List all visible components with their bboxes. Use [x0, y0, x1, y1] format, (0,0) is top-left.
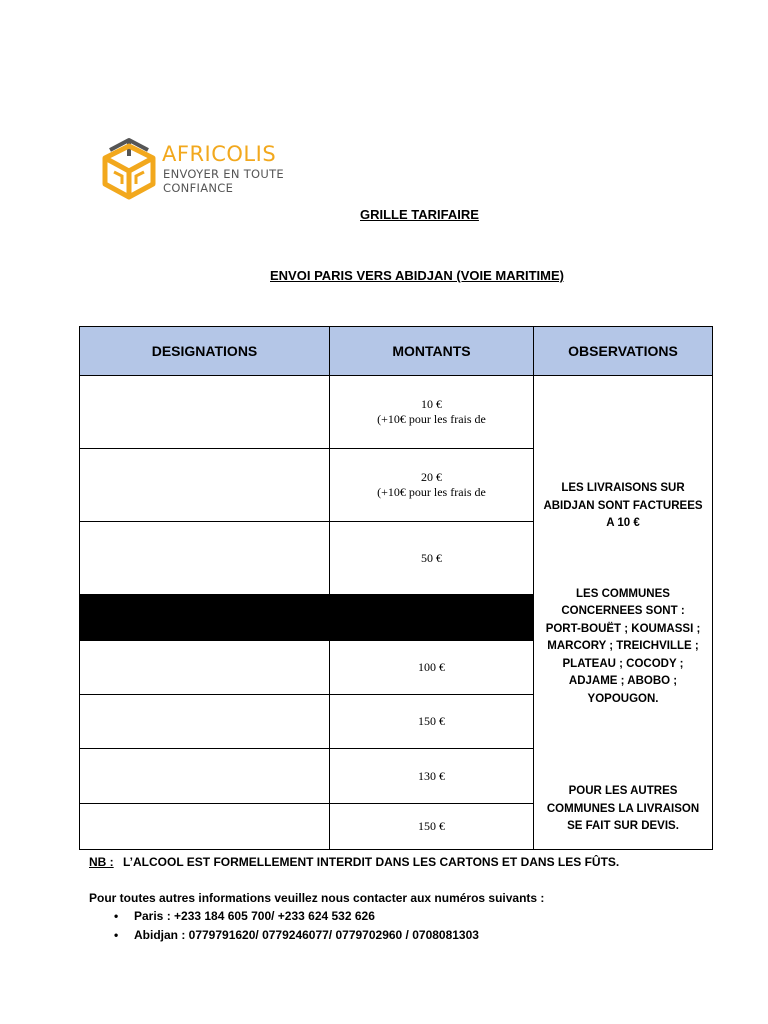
- list-item: [89, 927, 479, 946]
- redacted-cell: [80, 595, 330, 641]
- contact-abidjan: Abidjan : 0779791620/ 0779246077/ 0779702960 / 0708081303: [134, 928, 479, 942]
- contact-list: [89, 908, 479, 946]
- amount-note: (+10€ pour les frais de: [377, 485, 486, 499]
- contact-intro: Pour toutes autres informations veuillez nous contacter aux numéros suivants :: [89, 891, 545, 905]
- header-designations: DESIGNATIONS: [80, 327, 330, 376]
- amount-value: 100 €: [418, 660, 445, 674]
- note: [89, 855, 619, 869]
- designation-cell: [80, 804, 330, 850]
- designation-cell: [80, 522, 330, 595]
- designation-cell: [80, 695, 330, 749]
- observation-communes: LES COMMUNES CONCERNEES SONT : PORT-BOUËT ; KOUMASSI ; MARCORY ; TREICHVILLE ; PLATEAU ; COCODY ; ADJAME ; ABOBO ; YOPOUGON.: [545, 587, 701, 705]
- designation-cell: [80, 376, 330, 449]
- bullet-icon: •: [114, 928, 119, 942]
- amount-value: 150 €: [418, 819, 445, 833]
- note-label: NB :: [89, 855, 114, 869]
- amount-value: 50 €: [421, 550, 442, 565]
- designation-cell: [80, 749, 330, 804]
- observation-delivery-fee: LES LIVRAISONS SUR ABIDJAN SONT FACTUREES A 10 €: [543, 482, 703, 529]
- brand-name: AFRICOLIS: [162, 142, 277, 166]
- redacted-cell: [330, 595, 534, 641]
- designation-cell: [80, 449, 330, 522]
- header-observations: OBSERVATIONS: [534, 327, 713, 376]
- box-arrow-icon: [100, 136, 158, 202]
- company-logo: [100, 136, 300, 202]
- amount-cell: [330, 804, 534, 850]
- amount-cell: [330, 749, 534, 804]
- page-title: GRILLE TARIFAIRE: [360, 207, 479, 222]
- list-item: [89, 908, 479, 927]
- designation-cell: [80, 641, 330, 695]
- amount-value: 20 €: [421, 470, 442, 484]
- page-subtitle: ENVOI PARIS VERS ABIDJAN (VOIE MARITIME): [270, 268, 564, 283]
- amount-value: 150 €: [418, 714, 445, 728]
- note-text: L’ALCOOL EST FORMELLEMENT INTERDIT DANS LES CARTONS ET DANS LES FÛTS.: [123, 855, 620, 869]
- amount-cell: [330, 522, 534, 595]
- amount-cell: [330, 376, 534, 449]
- table-row: [80, 376, 713, 449]
- pricing-table: [79, 326, 713, 850]
- amount-cell: [330, 695, 534, 749]
- observation-other-communes: POUR LES AUTRES COMMUNES LA LIVRAISON SE FAIT SUR DEVIS.: [546, 785, 700, 832]
- amount-value: 10 €: [421, 397, 442, 411]
- bullet-icon: •: [114, 909, 119, 923]
- amount-value: 130 €: [418, 768, 445, 783]
- contact-paris: Paris : +233 184 605 700/ +233 624 532 626: [134, 909, 375, 923]
- observations-cell: [534, 376, 713, 850]
- table-header-row: [80, 327, 713, 376]
- amount-cell: [330, 641, 534, 695]
- header-montants: MONTANTS: [330, 327, 534, 376]
- amount-cell: [330, 449, 534, 522]
- amount-note: (+10€ pour les frais de: [377, 412, 486, 426]
- brand-tagline: ENVOYER EN TOUTE CONFIANCE: [163, 167, 285, 195]
